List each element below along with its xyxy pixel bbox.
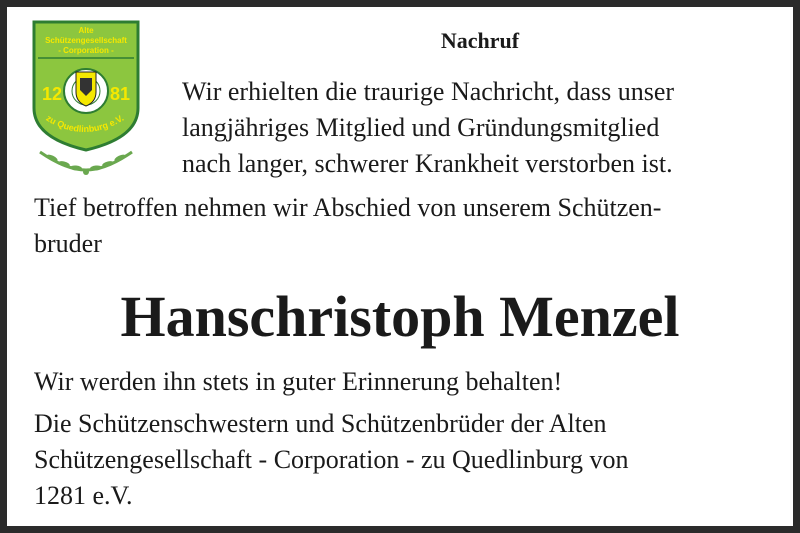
signature-paragraph [34, 406, 778, 514]
crest-line-corporation: - Corporation - [58, 46, 114, 55]
farewell-paragraph [34, 190, 778, 262]
club-crest-logo [26, 20, 156, 180]
intro-line: nach langer, schwerer Krankheit verstorben ist. [182, 149, 673, 178]
farewell-line: bruder [34, 229, 102, 258]
crest-year-left: 12 [41, 84, 63, 104]
signature-line: Die Schützenschwestern und Schützenbrüder der Alten [34, 409, 607, 438]
notice-heading: Nachruf [440, 28, 520, 53]
signature-line: 1281 e.V. [34, 481, 133, 510]
crest-bottom-text: zu Quedlinburg e.V. [44, 112, 126, 135]
crest-year-right: 81 [109, 84, 131, 104]
intro-line: langjähriges Mitglied und Gründungsmitglied [182, 113, 660, 142]
deceased-name: Hanschristoph Menzel [120, 284, 680, 349]
signature-line: Schützengesellschaft - Corporation - zu Quedlinburg von [34, 445, 629, 474]
crest-line-alte: Alte [78, 26, 94, 35]
remembrance-line: Wir werden ihn stets in guter Erinnerung behalten! [34, 367, 563, 396]
crest-line-society: Schützengesellschaft [45, 36, 127, 45]
farewell-line: Tief betroffen nehmen wir Abschied von unserem Schützen- [34, 193, 662, 222]
intro-paragraph [182, 74, 778, 182]
intro-line: Wir erhielten die traurige Nachricht, dass unser [182, 77, 675, 106]
